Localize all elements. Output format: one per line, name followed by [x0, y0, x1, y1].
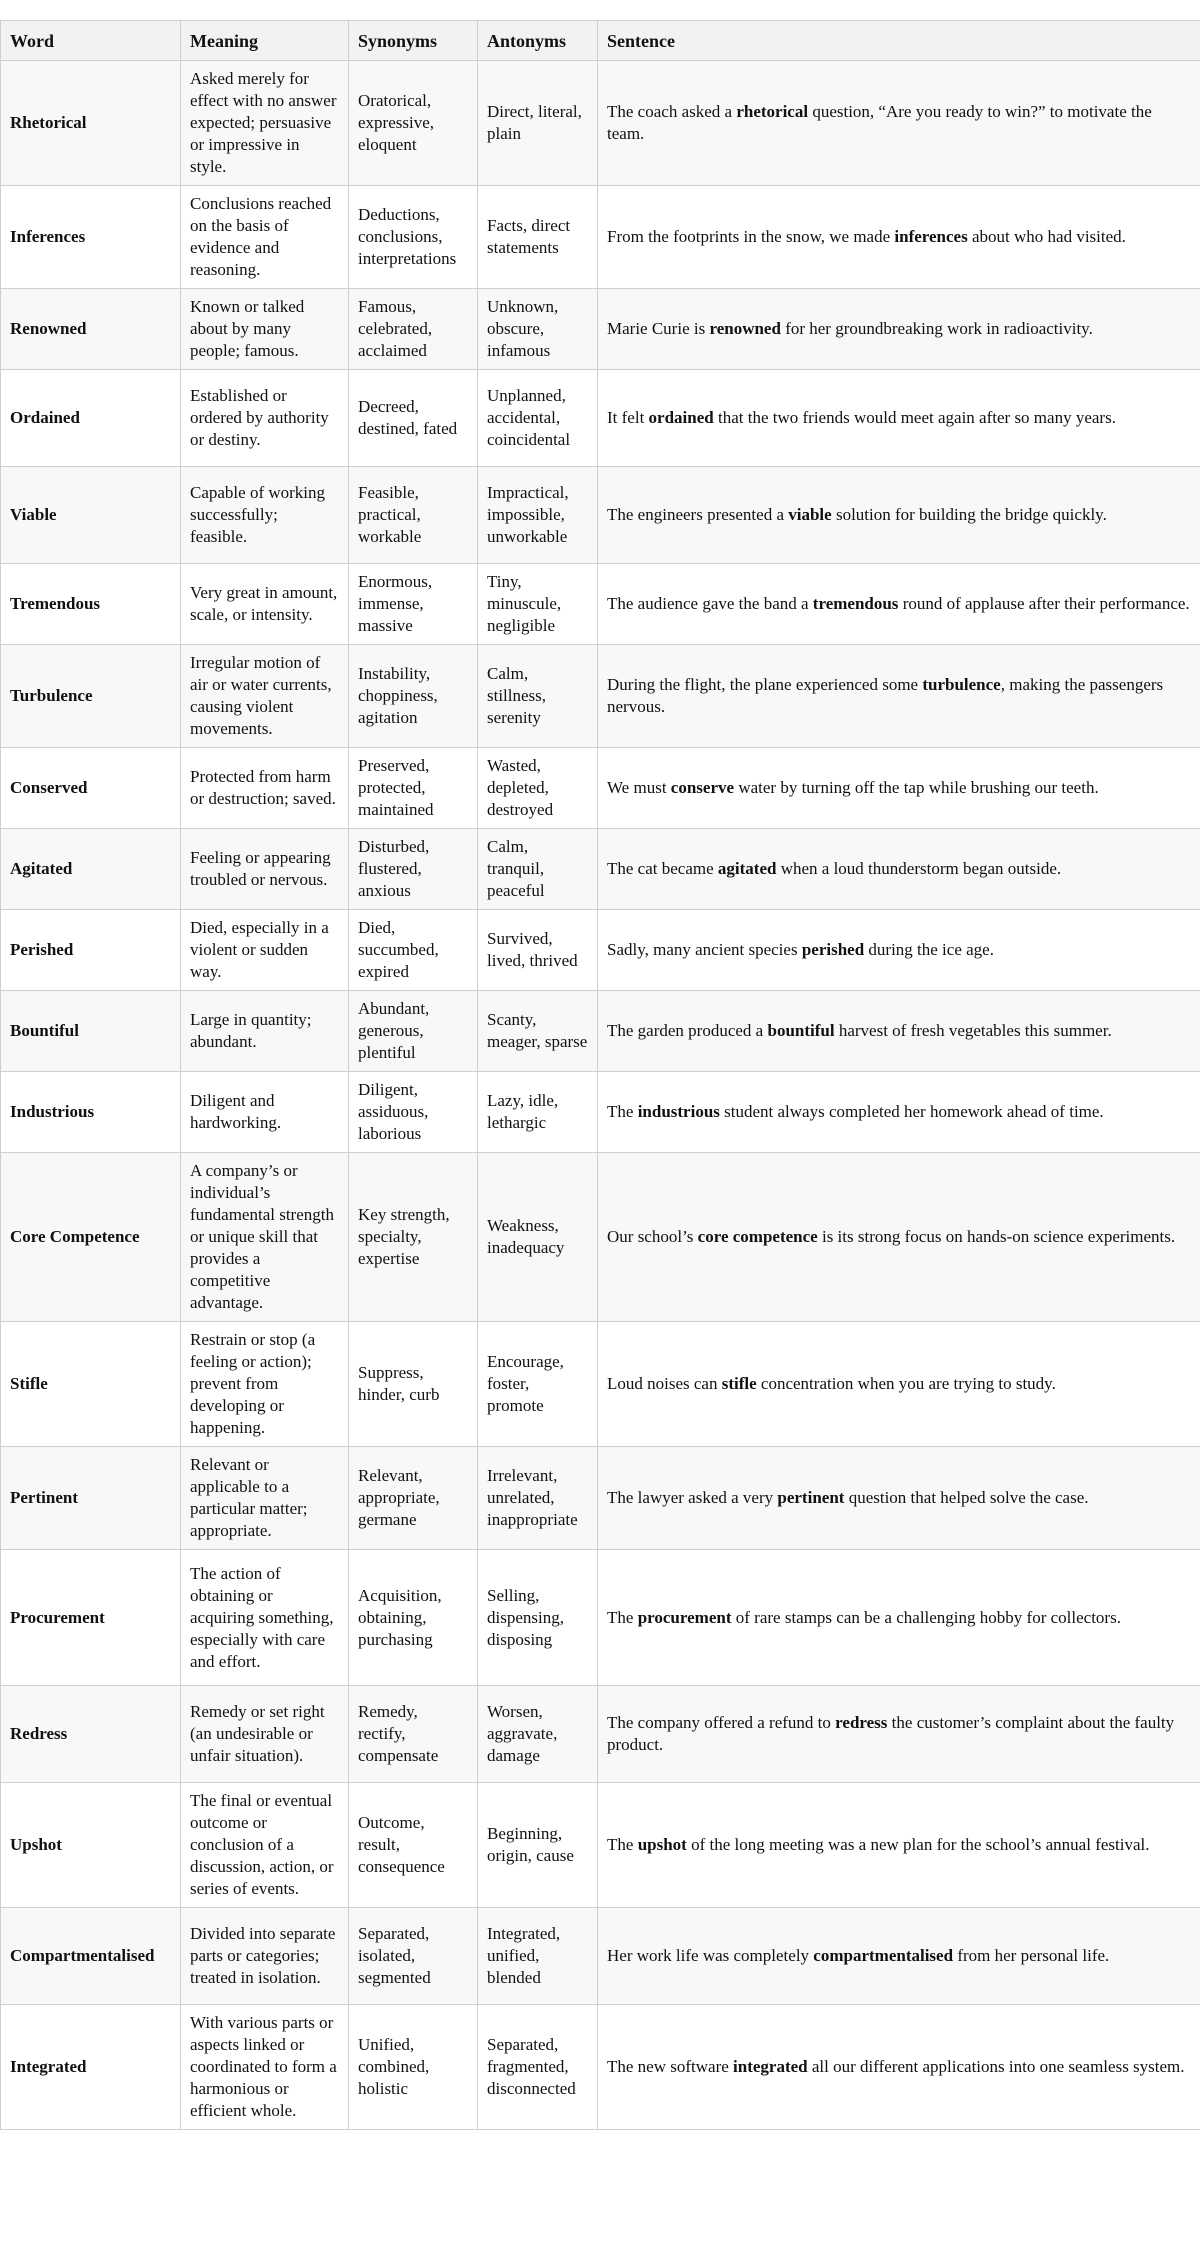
synonyms-cell: Suppress, hinder, curb [349, 1322, 478, 1447]
column-header-synonyms: Synonyms [349, 21, 478, 61]
sentence-text-before: From the footprints in the snow, we made [607, 227, 895, 246]
sentence-cell [598, 1447, 1200, 1550]
antonyms-cell: Integrated, unified, blended [478, 1908, 598, 2005]
word-cell: Industrious [1, 1072, 181, 1153]
sentence-text-before: Our school’s [607, 1227, 698, 1246]
sentence-cell [598, 1072, 1200, 1153]
sentence-text-after: question, “Are you ready to win?” to motivate the team. [607, 102, 1152, 143]
antonyms-cell: Irrelevant, unrelated, inappropriate [478, 1447, 598, 1550]
sentence-text-before: The engineers presented a [607, 505, 789, 524]
table-row [1, 910, 1200, 991]
sentence-highlighted-word: perished [801, 940, 865, 959]
meaning-cell: Died, especially in a violent or sudden way. [181, 910, 349, 991]
antonyms-cell: Lazy, idle, lethargic [478, 1072, 598, 1153]
table-row [1, 748, 1200, 829]
word-cell: Upshot [1, 1783, 181, 1908]
sentence-highlighted-word: redress [835, 1713, 888, 1732]
sentence-text-after: concentration when you are trying to study. [756, 1374, 1056, 1393]
word-cell: Agitated [1, 829, 181, 910]
meaning-cell: With various parts or aspects linked or coordinated to form a harmonious or efficient whole. [181, 2005, 349, 2130]
column-header-word: Word [1, 21, 181, 61]
sentence-text-after: about who had visited. [967, 227, 1126, 246]
sentence-text-before: During the flight, the plane experienced some [607, 675, 923, 694]
synonyms-cell: Separated, isolated, segmented [349, 1908, 478, 2005]
word-cell: Procurement [1, 1550, 181, 1686]
meaning-cell: Divided into separate parts or categories; treated in isolation. [181, 1908, 349, 2005]
synonyms-cell: Abundant, generous, plentiful [349, 991, 478, 1072]
sentence-text-after: from her personal life. [953, 1946, 1110, 1965]
word-cell: Ordained [1, 370, 181, 467]
sentence-text-before: It felt [607, 408, 649, 427]
sentence-cell [598, 1908, 1200, 2005]
word-cell: Bountiful [1, 991, 181, 1072]
word-cell: Perished [1, 910, 181, 991]
sentence-cell [598, 645, 1200, 748]
meaning-cell: Remedy or set right (an undesirable or unfair situation). [181, 1686, 349, 1783]
sentence-text-before: Her work life was completely [607, 1946, 814, 1965]
sentence-text-after: student always completed her homework ahead of time. [719, 1102, 1104, 1121]
sentence-cell [598, 748, 1200, 829]
synonyms-cell: Decreed, destined, fated [349, 370, 478, 467]
sentence-text-before: The coach asked a [607, 102, 737, 121]
word-cell: Turbulence [1, 645, 181, 748]
sentence-text-after: the customer’s complaint about the faulty product. [607, 1713, 1175, 1754]
antonyms-cell: Wasted, depleted, destroyed [478, 748, 598, 829]
sentence-cell [598, 467, 1200, 564]
sentence-cell [598, 1783, 1200, 1908]
sentence-text-before: We must [607, 778, 671, 797]
synonyms-cell: Key strength, specialty, expertise [349, 1153, 478, 1322]
meaning-cell: A company’s or individual’s fundamental strength or unique skill that provides a competitive advantage. [181, 1153, 349, 1322]
sentence-text-before: The cat became [607, 859, 718, 878]
sentence-cell [598, 61, 1200, 186]
table-row [1, 1322, 1200, 1447]
sentence-cell [598, 2005, 1200, 2130]
table-row [1, 289, 1200, 370]
sentence-highlighted-word: renowned [709, 319, 781, 338]
antonyms-cell: Worsen, aggravate, damage [478, 1686, 598, 1783]
sentence-highlighted-word: viable [788, 505, 832, 524]
vocabulary-table-container [0, 20, 1200, 2130]
word-cell: Stifle [1, 1322, 181, 1447]
antonyms-cell: Separated, fragmented, disconnected [478, 2005, 598, 2130]
sentence-cell [598, 1550, 1200, 1686]
antonyms-cell: Tiny, minuscule, negligible [478, 564, 598, 645]
table-row [1, 1072, 1200, 1153]
synonyms-cell: Remedy, rectify, compensate [349, 1686, 478, 1783]
table-row [1, 370, 1200, 467]
sentence-text-before: The [607, 1607, 638, 1627]
sentence-text-after: question that helped solve the case. [844, 1488, 1089, 1507]
meaning-cell: Feeling or appearing troubled or nervous. [181, 829, 349, 910]
sentence-text-before: The lawyer asked a very [607, 1488, 778, 1507]
synonyms-cell: Preserved, protected, maintained [349, 748, 478, 829]
synonyms-cell: Outcome, result, consequence [349, 1783, 478, 1908]
antonyms-cell: Impractical, impossible, unworkable [478, 467, 598, 564]
sentence-highlighted-word: tremendous [812, 594, 899, 613]
word-cell: Conserved [1, 748, 181, 829]
table-row [1, 1783, 1200, 1908]
word-cell: Pertinent [1, 1447, 181, 1550]
meaning-cell: Relevant or applicable to a particular matter; appropriate. [181, 1447, 349, 1550]
sentence-highlighted-word: compartmentalised [813, 1946, 954, 1965]
meaning-cell: Established or ordered by authority or destiny. [181, 370, 349, 467]
synonyms-cell: Relevant, appropriate, germane [349, 1447, 478, 1550]
sentence-cell [598, 370, 1200, 467]
sentence-text-after: of the long meeting was a new plan for the school’s annual festival. [686, 1835, 1150, 1854]
sentence-highlighted-word: upshot [637, 1835, 687, 1854]
table-row [1, 829, 1200, 910]
sentence-text-before: The garden produced a [607, 1021, 768, 1040]
meaning-cell: Known or talked about by many people; famous. [181, 289, 349, 370]
antonyms-cell: Encourage, foster, promote [478, 1322, 598, 1447]
sentence-highlighted-word: agitated [717, 859, 777, 878]
antonyms-cell: Calm, tranquil, peaceful [478, 829, 598, 910]
sentence-highlighted-word: industrious [637, 1102, 720, 1121]
sentence-text-after: all our different applications into one seamless system. [807, 2057, 1185, 2076]
sentence-highlighted-word: core competence [697, 1227, 818, 1246]
synonyms-cell: Unified, combined, holistic [349, 2005, 478, 2130]
sentence-text-after: harvest of fresh vegetables this summer. [834, 1021, 1112, 1040]
table-row [1, 991, 1200, 1072]
sentence-text-before: The company offered a refund to [607, 1713, 836, 1732]
sentence-text-before: The [607, 1835, 638, 1854]
sentence-cell [598, 910, 1200, 991]
synonyms-cell: Acquisition, obtaining, purchasing [349, 1550, 478, 1686]
table-row [1, 1550, 1200, 1686]
table-row [1, 467, 1200, 564]
sentence-text-after: solution for building the bridge quickly. [831, 505, 1107, 524]
sentence-text-after: for her groundbreaking work in radioactivity. [780, 319, 1093, 338]
word-cell: Integrated [1, 2005, 181, 2130]
sentence-text-before: Marie Curie is [607, 319, 710, 338]
antonyms-cell: Scanty, meager, sparse [478, 991, 598, 1072]
sentence-highlighted-word: ordained [648, 408, 714, 427]
table-row [1, 1908, 1200, 2005]
sentence-text-before: Loud noises can [607, 1374, 722, 1393]
sentence-cell [598, 991, 1200, 1072]
word-cell: Redress [1, 1686, 181, 1783]
sentence-cell [598, 186, 1200, 289]
meaning-cell: Conclusions reached on the basis of evidence and reasoning. [181, 186, 349, 289]
sentence-cell [598, 1153, 1200, 1322]
meaning-cell: The action of obtaining or acquiring something, especially with care and effort. [181, 1550, 349, 1686]
table-row [1, 186, 1200, 289]
table-row [1, 1153, 1200, 1322]
sentence-text-after: is its strong focus on hands-on science experiments. [817, 1227, 1176, 1246]
sentence-cell [598, 564, 1200, 645]
column-header-sentence: Sentence [598, 21, 1200, 61]
sentence-text-after: water by turning off the tap while brushing our teeth. [734, 778, 1099, 797]
word-cell: Tremendous [1, 564, 181, 645]
sentence-text-before: The [607, 1102, 638, 1121]
synonyms-cell: Deductions, conclusions, interpretations [349, 186, 478, 289]
header-row [1, 21, 1200, 61]
word-cell: Viable [1, 467, 181, 564]
antonyms-cell: Facts, direct statements [478, 186, 598, 289]
column-header-meaning: Meaning [181, 21, 349, 61]
antonyms-cell: Selling, dispensing, disposing [478, 1550, 598, 1686]
sentence-highlighted-word: pertinent [777, 1488, 845, 1507]
synonyms-cell: Enormous, immense, massive [349, 564, 478, 645]
synonyms-cell: Oratorical, expressive, eloquent [349, 61, 478, 186]
meaning-cell: Asked merely for effect with no answer expected; persuasive or impressive in style. [181, 61, 349, 186]
antonyms-cell: Direct, literal, plain [478, 61, 598, 186]
table-row [1, 564, 1200, 645]
meaning-cell: Large in quantity; abundant. [181, 991, 349, 1072]
antonyms-cell: Weakness, inadequacy [478, 1153, 598, 1322]
antonyms-cell: Calm, stillness, serenity [478, 645, 598, 748]
synonyms-cell: Feasible, practical, workable [349, 467, 478, 564]
word-cell: Inferences [1, 186, 181, 289]
sentence-highlighted-word: procurement [637, 1607, 732, 1627]
sentence-highlighted-word: stifle [721, 1374, 757, 1393]
word-cell: Compartmentalised [1, 1908, 181, 2005]
meaning-cell: Restrain or stop (a feeling or action); prevent from developing or happening. [181, 1322, 349, 1447]
sentence-text-after: round of applause after their performance. [898, 594, 1190, 613]
antonyms-cell: Beginning, origin, cause [478, 1783, 598, 1908]
antonyms-cell: Survived, lived, thrived [478, 910, 598, 991]
sentence-text-after: when a loud thunderstorm began outside. [776, 859, 1062, 878]
sentence-text-before: The new software [607, 2057, 734, 2076]
table-body [1, 61, 1200, 2130]
sentence-text-after: , making the passengers nervous. [607, 675, 1164, 716]
table-row [1, 1686, 1200, 1783]
meaning-cell: Irregular motion of air or water currents, causing violent movements. [181, 645, 349, 748]
sentence-text-before: The audience gave the band a [607, 594, 813, 613]
sentence-highlighted-word: integrated [733, 2057, 808, 2076]
word-cell: Renowned [1, 289, 181, 370]
sentence-text-after: that the two friends would meet again after so many years. [713, 408, 1116, 427]
sentence-text-before: Sadly, many ancient species [607, 940, 802, 959]
sentence-highlighted-word: conserve [670, 778, 735, 797]
table-row [1, 61, 1200, 186]
sentence-highlighted-word: turbulence [922, 675, 1001, 694]
synonyms-cell: Disturbed, flustered, anxious [349, 829, 478, 910]
synonyms-cell: Instability, choppiness, agitation [349, 645, 478, 748]
meaning-cell: The final or eventual outcome or conclusion of a discussion, action, or series of events. [181, 1783, 349, 1908]
table-row [1, 1447, 1200, 1550]
sentence-cell [598, 829, 1200, 910]
word-cell: Rhetorical [1, 61, 181, 186]
sentence-text-after: of rare stamps can be a challenging hobby for collectors. [731, 1607, 1121, 1627]
word-cell: Core Competence [1, 1153, 181, 1322]
antonyms-cell: Unknown, obscure, infamous [478, 289, 598, 370]
meaning-cell: Protected from harm or destruction; saved. [181, 748, 349, 829]
sentence-text-after: during the ice age. [864, 940, 994, 959]
sentence-cell [598, 1686, 1200, 1783]
sentence-highlighted-word: bountiful [767, 1021, 835, 1040]
synonyms-cell: Died, succumbed, expired [349, 910, 478, 991]
sentence-highlighted-word: rhetorical [736, 102, 809, 121]
meaning-cell: Capable of working successfully; feasible. [181, 467, 349, 564]
antonyms-cell: Unplanned, accidental, coincidental [478, 370, 598, 467]
meaning-cell: Very great in amount, scale, or intensity. [181, 564, 349, 645]
synonyms-cell: Diligent, assiduous, laborious [349, 1072, 478, 1153]
sentence-highlighted-word: inferences [894, 227, 968, 246]
column-header-antonyms: Antonyms [478, 21, 598, 61]
meaning-cell: Diligent and hardworking. [181, 1072, 349, 1153]
table-row [1, 2005, 1200, 2130]
sentence-cell [598, 1322, 1200, 1447]
sentence-cell [598, 289, 1200, 370]
vocabulary-table [0, 20, 1200, 2130]
synonyms-cell: Famous, celebrated, acclaimed [349, 289, 478, 370]
table-row [1, 645, 1200, 748]
